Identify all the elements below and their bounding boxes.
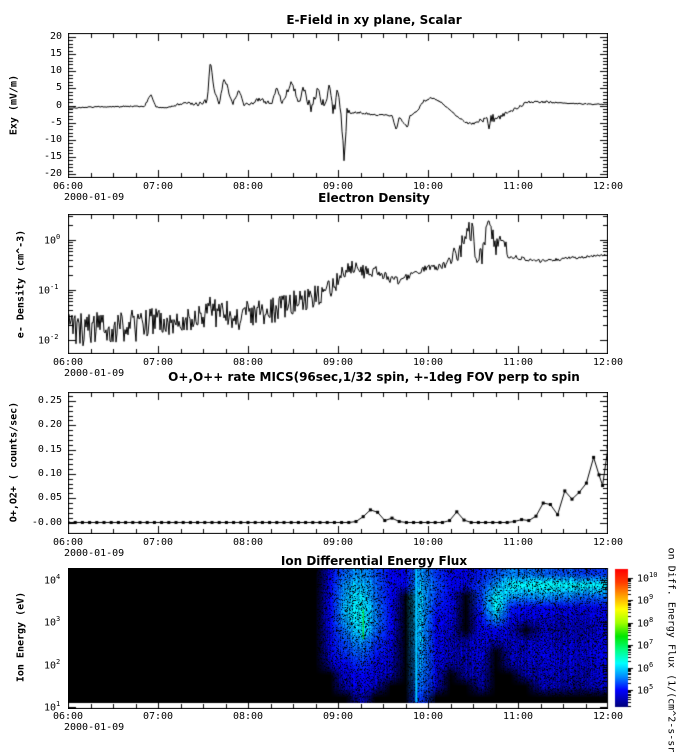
x-tick-label: 07:00 (142, 537, 174, 548)
colorbar-tick-label: $10^6$ (637, 660, 654, 675)
y-tick-label: -15 (43, 150, 62, 162)
exponent: -1 (50, 283, 59, 291)
x-tick-label: 12:00 (592, 711, 624, 722)
y-tick-label: $10^1$ (44, 699, 61, 714)
x-tick-label: 07:00 (142, 711, 174, 722)
y-tick-label: $10^3$ (44, 615, 61, 629)
colorbar-tick-label: $10^9$ (637, 593, 654, 607)
density-plot-canvas (68, 214, 608, 354)
x-tick-label: 07:00 (142, 357, 174, 368)
x-tick-label: 12:00 (592, 181, 624, 192)
y-tick-label: 0 (55, 99, 62, 111)
exponent: 2 (56, 657, 61, 666)
colorbar-tick-label: $10^{10}$ (637, 570, 658, 585)
x-tick-label: 10:00 (412, 357, 444, 368)
y-tick-label: -20 (43, 168, 62, 179)
exponent: 5 (649, 683, 654, 692)
y-tick-label: $10^4$ (44, 573, 61, 587)
x-tick-label: 06:00 (52, 181, 84, 192)
y-tick-label: 0.20 (37, 419, 62, 431)
x-tick-label: 11:00 (502, 181, 534, 192)
x-tick-label: 06:00 (52, 537, 84, 548)
x-tick-label: 11:00 (502, 711, 534, 722)
x-tick-label: 12:00 (592, 537, 624, 548)
exponent: 0 (56, 233, 61, 241)
efield-plot-canvas (68, 33, 608, 178)
y-tick-label: -10 (43, 133, 62, 145)
panel1-title: E-Field in xy plane, Scalar (286, 13, 462, 27)
x-tick-label: 10:00 (412, 181, 444, 192)
x-tick-label: 09:00 (322, 181, 354, 192)
exponent: 8 (649, 615, 654, 624)
y-tick-label: 0.10 (37, 467, 62, 479)
x-tick-label: 06:00 (52, 711, 84, 722)
y-tick-label: $10^2$ (44, 657, 61, 671)
date-label: 2000-01-09 (64, 368, 125, 379)
exponent: -2 (50, 333, 59, 341)
colorbar-axis-label: on Diff. Energy Flux (1/(cm^2-s-sr (665, 547, 677, 753)
x-tick-label: 06:00 (52, 357, 84, 368)
y-tick-label: 10 (49, 65, 62, 77)
y-tick-label: -0.00 (31, 516, 62, 528)
y-tick-label: 20 (49, 31, 62, 42)
y-tick-label: 5 (55, 82, 62, 94)
panel4-title: Ion Differential Energy Flux (280, 554, 468, 568)
x-tick-label: 09:00 (322, 357, 354, 368)
x-tick-label: 08:00 (232, 181, 264, 192)
x-tick-label: 10:00 (412, 711, 444, 722)
x-tick-label: 07:00 (142, 181, 174, 192)
y-tick-label: $10^0$ (44, 233, 61, 247)
spectrogram-plot-canvas (68, 568, 638, 709)
panel3-yaxis-label: O+,O2+ ( counts/sec) (8, 401, 20, 523)
y-tick-label: -5 (49, 116, 62, 128)
date-label: 2000-01-09 (64, 548, 125, 559)
x-tick-label: 11:00 (502, 537, 534, 548)
ion-rate-plot-canvas (68, 392, 608, 534)
colorbar-tick-label: $10^8$ (637, 615, 654, 630)
x-tick-label: 08:00 (232, 537, 264, 548)
x-tick-label: 11:00 (502, 357, 534, 368)
y-tick-label: 0.15 (37, 443, 62, 455)
exponent: 7 (649, 638, 654, 647)
y-tick-label: 0.25 (37, 395, 62, 406)
x-tick-label: 08:00 (232, 357, 264, 368)
exponent: 9 (649, 593, 654, 602)
x-tick-label: 12:00 (592, 357, 624, 368)
panel4-yaxis-label: Ion Energy (eV) (15, 591, 27, 683)
exponent: 3 (56, 615, 61, 624)
colorbar-tick-label: $10^5$ (637, 683, 654, 697)
panel2-yaxis-label: e- Density (cm^-3) (15, 229, 27, 339)
date-label: 2000-01-09 (64, 192, 125, 203)
panel3-title: O+,O++ rate MICS(96sec,1/32 spin, +-1deg FOV perp to spin (168, 370, 580, 384)
panel1-yaxis-label: Exy (mV/m) (8, 74, 20, 136)
panel2-title: Electron Density (318, 191, 430, 205)
x-tick-label: 09:00 (322, 537, 354, 548)
y-tick-label: 0.05 (37, 492, 62, 504)
exponent: 4 (56, 573, 61, 581)
exponent: 1 (56, 699, 61, 708)
colorbar-tick-label: $10^7$ (637, 638, 654, 652)
x-tick-label: 08:00 (232, 711, 264, 722)
exponent: 10 (649, 570, 658, 579)
y-tick-label: 15 (49, 48, 62, 60)
x-tick-label: 10:00 (412, 537, 444, 548)
x-tick-label: 09:00 (322, 711, 354, 722)
date-label: 2000-01-09 (64, 722, 125, 733)
y-tick-label: $10^{-2}$ (38, 333, 59, 347)
y-tick-label: $10^{-1}$ (38, 283, 59, 297)
exponent: 6 (649, 660, 654, 669)
